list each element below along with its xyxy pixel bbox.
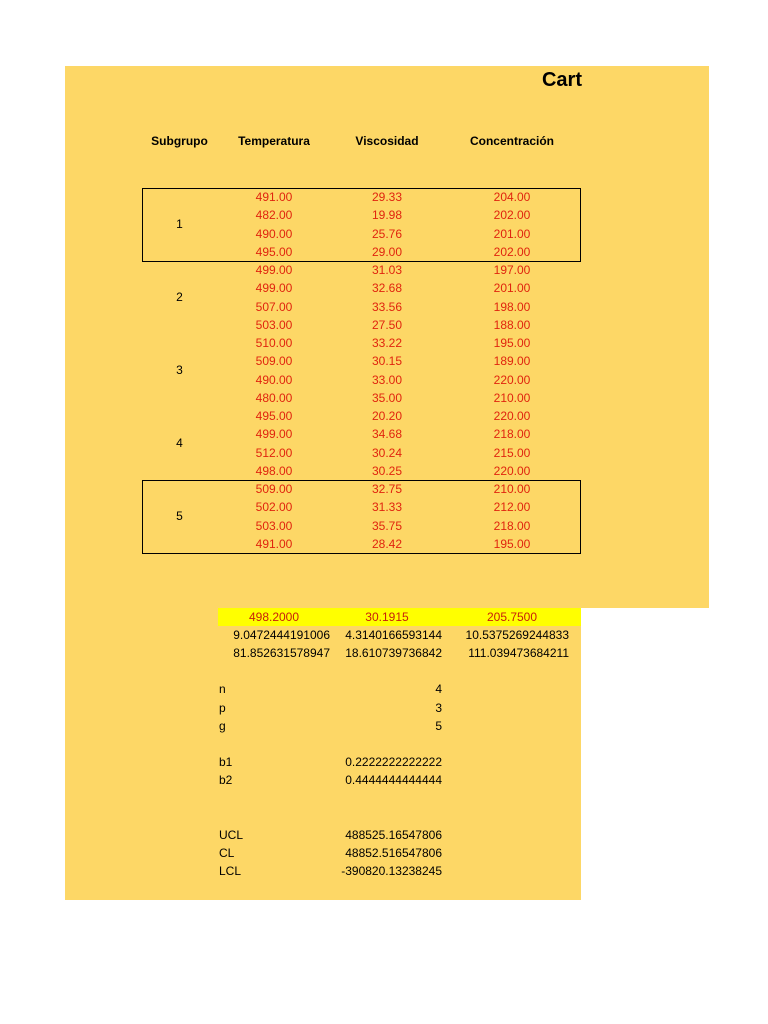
cell-concentracion: 195.00 xyxy=(493,536,531,551)
cell-concentracion: 197.00 xyxy=(493,263,531,277)
cell-concentracion: 210.00 xyxy=(493,390,531,405)
cell-temperatura: 509.00 xyxy=(255,354,293,369)
cell-concentracion: 212.00 xyxy=(493,500,531,515)
subgroup-label: 3 xyxy=(176,363,183,377)
cell-concentracion: 220.00 xyxy=(493,463,531,478)
lcl-label: LCL xyxy=(219,864,242,878)
cell-temperatura: 503.00 xyxy=(255,518,293,533)
cell-concentracion: 202.00 xyxy=(493,208,531,223)
cell-temperatura: 507.00 xyxy=(255,299,293,314)
cell-temperatura: 490.00 xyxy=(255,226,293,241)
param-p-label: p xyxy=(219,701,226,715)
cell-viscosidad: 27.50 xyxy=(371,317,403,332)
cell-viscosidad: 31.03 xyxy=(371,263,403,277)
cell-concentracion: 188.00 xyxy=(493,317,531,332)
mean-viscosidad: 30.1915 xyxy=(365,610,409,624)
cell-temperatura: 491.00 xyxy=(255,190,293,204)
b2-value: 0.4444444444444 xyxy=(345,773,442,787)
header-subgrupo: Subgrupo xyxy=(151,134,208,148)
ucl-value: 488525.16547806 xyxy=(345,828,442,842)
header-concentracion: Concentración xyxy=(469,134,554,148)
ucl-label: UCL xyxy=(219,828,244,842)
cell-concentracion: 201.00 xyxy=(493,281,531,296)
cell-viscosidad: 29.00 xyxy=(371,244,403,259)
subgroup-label: 5 xyxy=(176,509,183,523)
cell-concentracion: 195.00 xyxy=(493,336,531,350)
cell-viscosidad: 32.68 xyxy=(371,281,403,296)
cell-viscosidad: 30.25 xyxy=(371,463,403,478)
cell-temperatura: 512.00 xyxy=(255,445,293,460)
cell-viscosidad: 33.22 xyxy=(371,336,403,350)
cell-concentracion: 210.00 xyxy=(493,482,531,496)
cl-value: 48852.516547806 xyxy=(345,846,442,860)
cell-viscosidad: 28.42 xyxy=(371,536,403,551)
stat-row3-viscosidad: 18.610739736842 xyxy=(345,646,442,660)
cell-viscosidad: 32.75 xyxy=(371,482,403,496)
cell-viscosidad: 19.98 xyxy=(371,208,403,223)
cell-temperatura: 482.00 xyxy=(255,208,293,223)
sheet-title: Cart xyxy=(541,69,582,91)
cell-concentracion: 220.00 xyxy=(493,409,531,423)
param-g-label: g xyxy=(219,719,226,733)
subgroup-label: 4 xyxy=(176,436,183,450)
cell-concentracion: 215.00 xyxy=(493,445,531,460)
param-n-label: n xyxy=(219,682,226,696)
cell-temperatura: 499.00 xyxy=(255,263,293,277)
param-n-value: 4 xyxy=(435,682,442,696)
cell-concentracion: 218.00 xyxy=(493,518,531,533)
subgroup-label: 1 xyxy=(176,217,183,231)
stat-row2-viscosidad: 4.3140166593144 xyxy=(345,628,442,642)
cell-temperatura: 509.00 xyxy=(255,482,293,496)
cell-viscosidad: 25.76 xyxy=(371,226,403,241)
cell-concentracion: 220.00 xyxy=(493,372,531,387)
cell-viscosidad: 30.15 xyxy=(371,354,403,369)
header-viscosidad: Viscosidad xyxy=(355,134,419,148)
stat-row2-temperatura: 9.0472444191006 xyxy=(233,628,330,642)
b2-label: b2 xyxy=(219,773,233,787)
param-p-value: 3 xyxy=(435,701,442,715)
cell-viscosidad: 33.00 xyxy=(371,372,403,387)
cell-temperatura: 510.00 xyxy=(255,336,293,350)
cell-concentracion: 189.00 xyxy=(493,354,531,369)
cell-viscosidad: 35.00 xyxy=(371,390,403,405)
cell-viscosidad: 33.56 xyxy=(371,299,403,314)
cell-viscosidad: 29.33 xyxy=(371,190,403,204)
subgroup-label: 2 xyxy=(176,290,183,304)
cell-temperatura: 490.00 xyxy=(255,372,293,387)
cell-concentracion: 202.00 xyxy=(493,244,531,259)
cell-temperatura: 491.00 xyxy=(255,536,293,551)
cell-temperatura: 503.00 xyxy=(255,317,293,332)
header-temperatura: Temperatura xyxy=(238,134,310,148)
stat-row2-concentracion: 10.5375269244833 xyxy=(465,628,569,642)
cell-viscosidad: 20.20 xyxy=(371,409,403,423)
cell-temperatura: 499.00 xyxy=(255,427,293,442)
param-g-value: 5 xyxy=(435,719,442,733)
b1-value: 0.2222222222222 xyxy=(345,755,442,769)
cell-temperatura: 480.00 xyxy=(255,390,293,405)
cell-temperatura: 499.00 xyxy=(255,281,293,296)
cell-temperatura: 495.00 xyxy=(255,244,293,259)
b1-label: b1 xyxy=(219,755,233,769)
cell-concentracion: 198.00 xyxy=(493,299,531,314)
cell-viscosidad: 34.68 xyxy=(371,427,403,442)
cell-concentracion: 218.00 xyxy=(493,427,531,442)
cell-viscosidad: 30.24 xyxy=(371,445,403,460)
mean-temperatura: 498.2000 xyxy=(248,610,300,624)
stat-row3-temperatura: 81.852631578947 xyxy=(233,646,330,660)
cell-temperatura: 495.00 xyxy=(255,409,293,423)
lcl-value: -390820.13238245 xyxy=(341,864,442,878)
cell-temperatura: 502.00 xyxy=(255,500,293,515)
cell-concentracion: 201.00 xyxy=(493,226,531,241)
cell-concentracion: 204.00 xyxy=(493,190,531,204)
stat-row3-concentracion: 111.039473684211 xyxy=(468,646,569,660)
mean-concentracion: 205.7500 xyxy=(486,610,538,624)
cell-viscosidad: 35.75 xyxy=(371,518,403,533)
cl-label: CL xyxy=(219,846,235,860)
cell-temperatura: 498.00 xyxy=(255,463,293,478)
cell-viscosidad: 31.33 xyxy=(371,500,403,515)
